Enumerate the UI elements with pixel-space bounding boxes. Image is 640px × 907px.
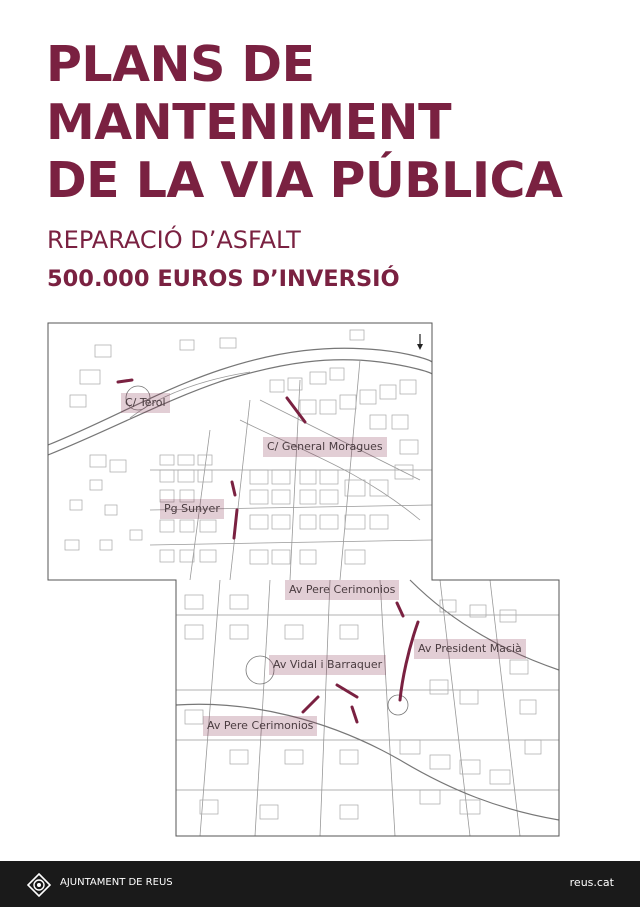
map-label-pere-cerimonios-north: Av Pere Cerimonios: [285, 580, 399, 600]
map-label-pg-sunyer: Pg Sunyer: [160, 499, 224, 519]
footer-organization: AJUNTAMENT DE REUS: [60, 877, 173, 888]
map-label-c-terol: C/ Terol: [121, 393, 170, 413]
map-label-vidal-barraquer: Av Vidal i Barraquer: [269, 655, 386, 675]
footer-bar: [0, 861, 640, 907]
map-label-president-macia: Av President Macià: [414, 639, 526, 659]
segment-c-terol: [118, 380, 132, 382]
title-line-3: DE LA VIA PÚBLICA: [46, 152, 563, 209]
subtitle: REPARACIÓ D’ASFALT: [47, 226, 301, 254]
title-line-1: PLANS DE: [46, 36, 315, 93]
map-label-general-moragues: C/ General Moragues: [263, 437, 387, 457]
title-line-2: MANTENIMENT: [46, 94, 451, 151]
reus-shield-icon: [27, 873, 51, 897]
footer-website-link[interactable]: reus.cat: [569, 876, 614, 889]
map-label-pere-cerimonios-south: Av Pere Cerimonios: [203, 716, 317, 736]
investment-amount: 500.000 EUROS D’INVERSIÓ: [47, 266, 400, 292]
